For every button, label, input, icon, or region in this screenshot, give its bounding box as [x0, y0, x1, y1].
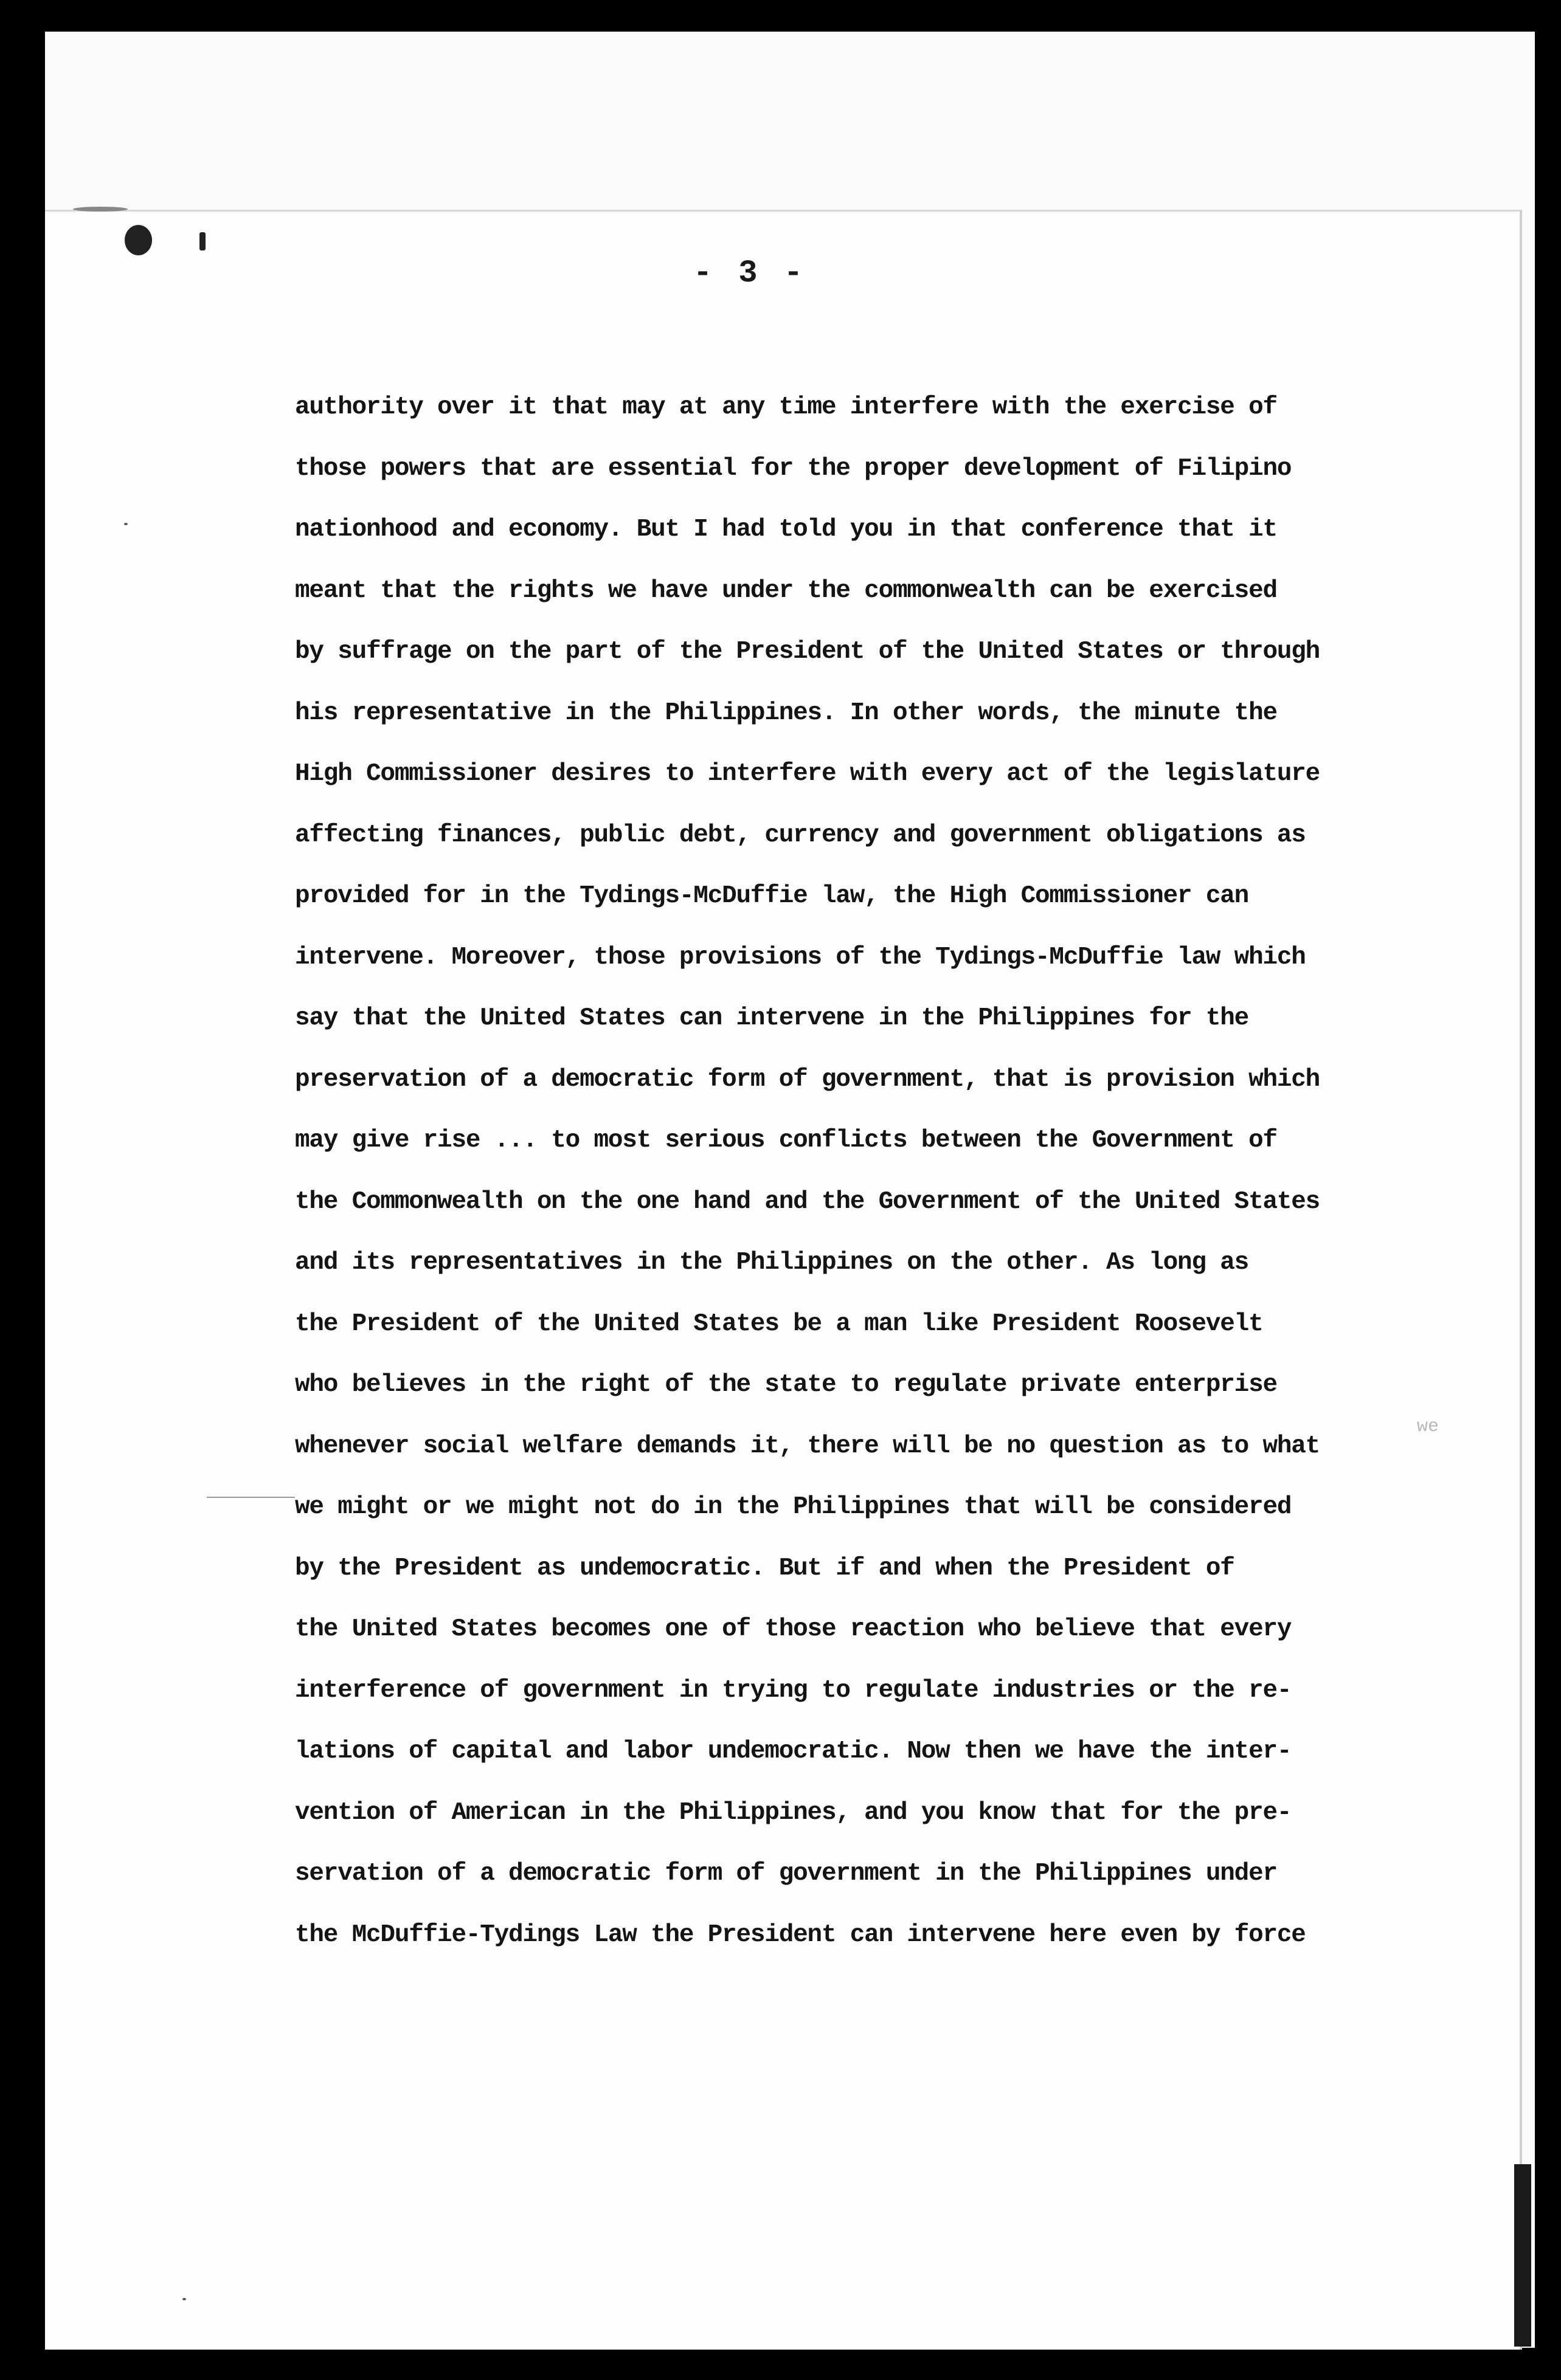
text-line: affecting finances, public debt, currency and government obligations as — [295, 821, 1306, 849]
stray-mark — [124, 523, 128, 525]
marginal-note: we — [1417, 1416, 1439, 1437]
typed-body-text — [295, 377, 1420, 1965]
text-line: nationhood and economy. But I had told you in that conference that it — [295, 516, 1277, 543]
text-line: preservation of a democratic form of government, that is provision which — [295, 1065, 1320, 1094]
text-line: by the President as undemocratic. But if and when the President of — [295, 1554, 1234, 1582]
text-line: may give rise ... to most serious conflicts between the Government of — [295, 1126, 1277, 1154]
text-line: the Commonwealth on the one hand and the Government of the United States — [295, 1187, 1320, 1216]
text-line: intervene. Moreover, those provisions of the Tydings-McDuffie law which — [295, 943, 1306, 971]
text-line: by suffrage on the part of the President of the United States or through — [295, 638, 1320, 666]
text-line: interference of government in trying to regulate industries or the re- — [295, 1676, 1292, 1705]
text-line: his representative in the Philippines. In other words, the minute the — [295, 698, 1277, 727]
text-line: we might or we might not do in the Philippines that will be considered — [295, 1493, 1292, 1521]
text-line: vention of American in the Philippines, and you know that for the pre- — [295, 1798, 1292, 1827]
page-number: - 3 - — [693, 255, 807, 291]
stray-mark — [182, 2298, 186, 2300]
text-line: the McDuffie-Tydings Law the President can intervene here even by force — [295, 1920, 1306, 1949]
text-line: the United States becomes one of those reaction who believe that every — [295, 1615, 1292, 1643]
text-line: those powers that are essential for the proper development of Filipino — [295, 454, 1292, 483]
text-line: whenever social welfare demands it, there will be no question as to what — [295, 1432, 1320, 1460]
scan-edge-shadow — [1514, 2164, 1531, 2347]
margin-stray-line — [207, 1497, 295, 1498]
text-line: provided for in the Tydings-McDuffie law, the High Commissioner can — [295, 882, 1249, 910]
text-line: say that the United States can intervene in the Philippines for the — [295, 1004, 1249, 1032]
text-line: lations of capital and labor undemocratic. Now then we have the inter- — [295, 1737, 1292, 1765]
text-line: authority over it that may at any time interfere with the exercise of — [295, 393, 1277, 421]
text-line: and its representatives in the Philippines on the other. As long as — [295, 1249, 1249, 1277]
ink-smudge — [199, 232, 206, 250]
text-line: servation of a democratic form of government in the Philippines under — [295, 1860, 1277, 1888]
ink-smudge — [125, 225, 152, 255]
text-line: High Commissioner desires to interfere with every act of the legislature — [295, 760, 1320, 788]
text-line: the President of the United States be a man like President Roosevelt — [295, 1309, 1263, 1338]
ink-smudge — [73, 207, 128, 212]
text-line: meant that the rights we have under the commonwealth can be exercised — [295, 576, 1277, 605]
text-line: who believes in the right of the state to regulate private enterprise — [295, 1371, 1277, 1399]
